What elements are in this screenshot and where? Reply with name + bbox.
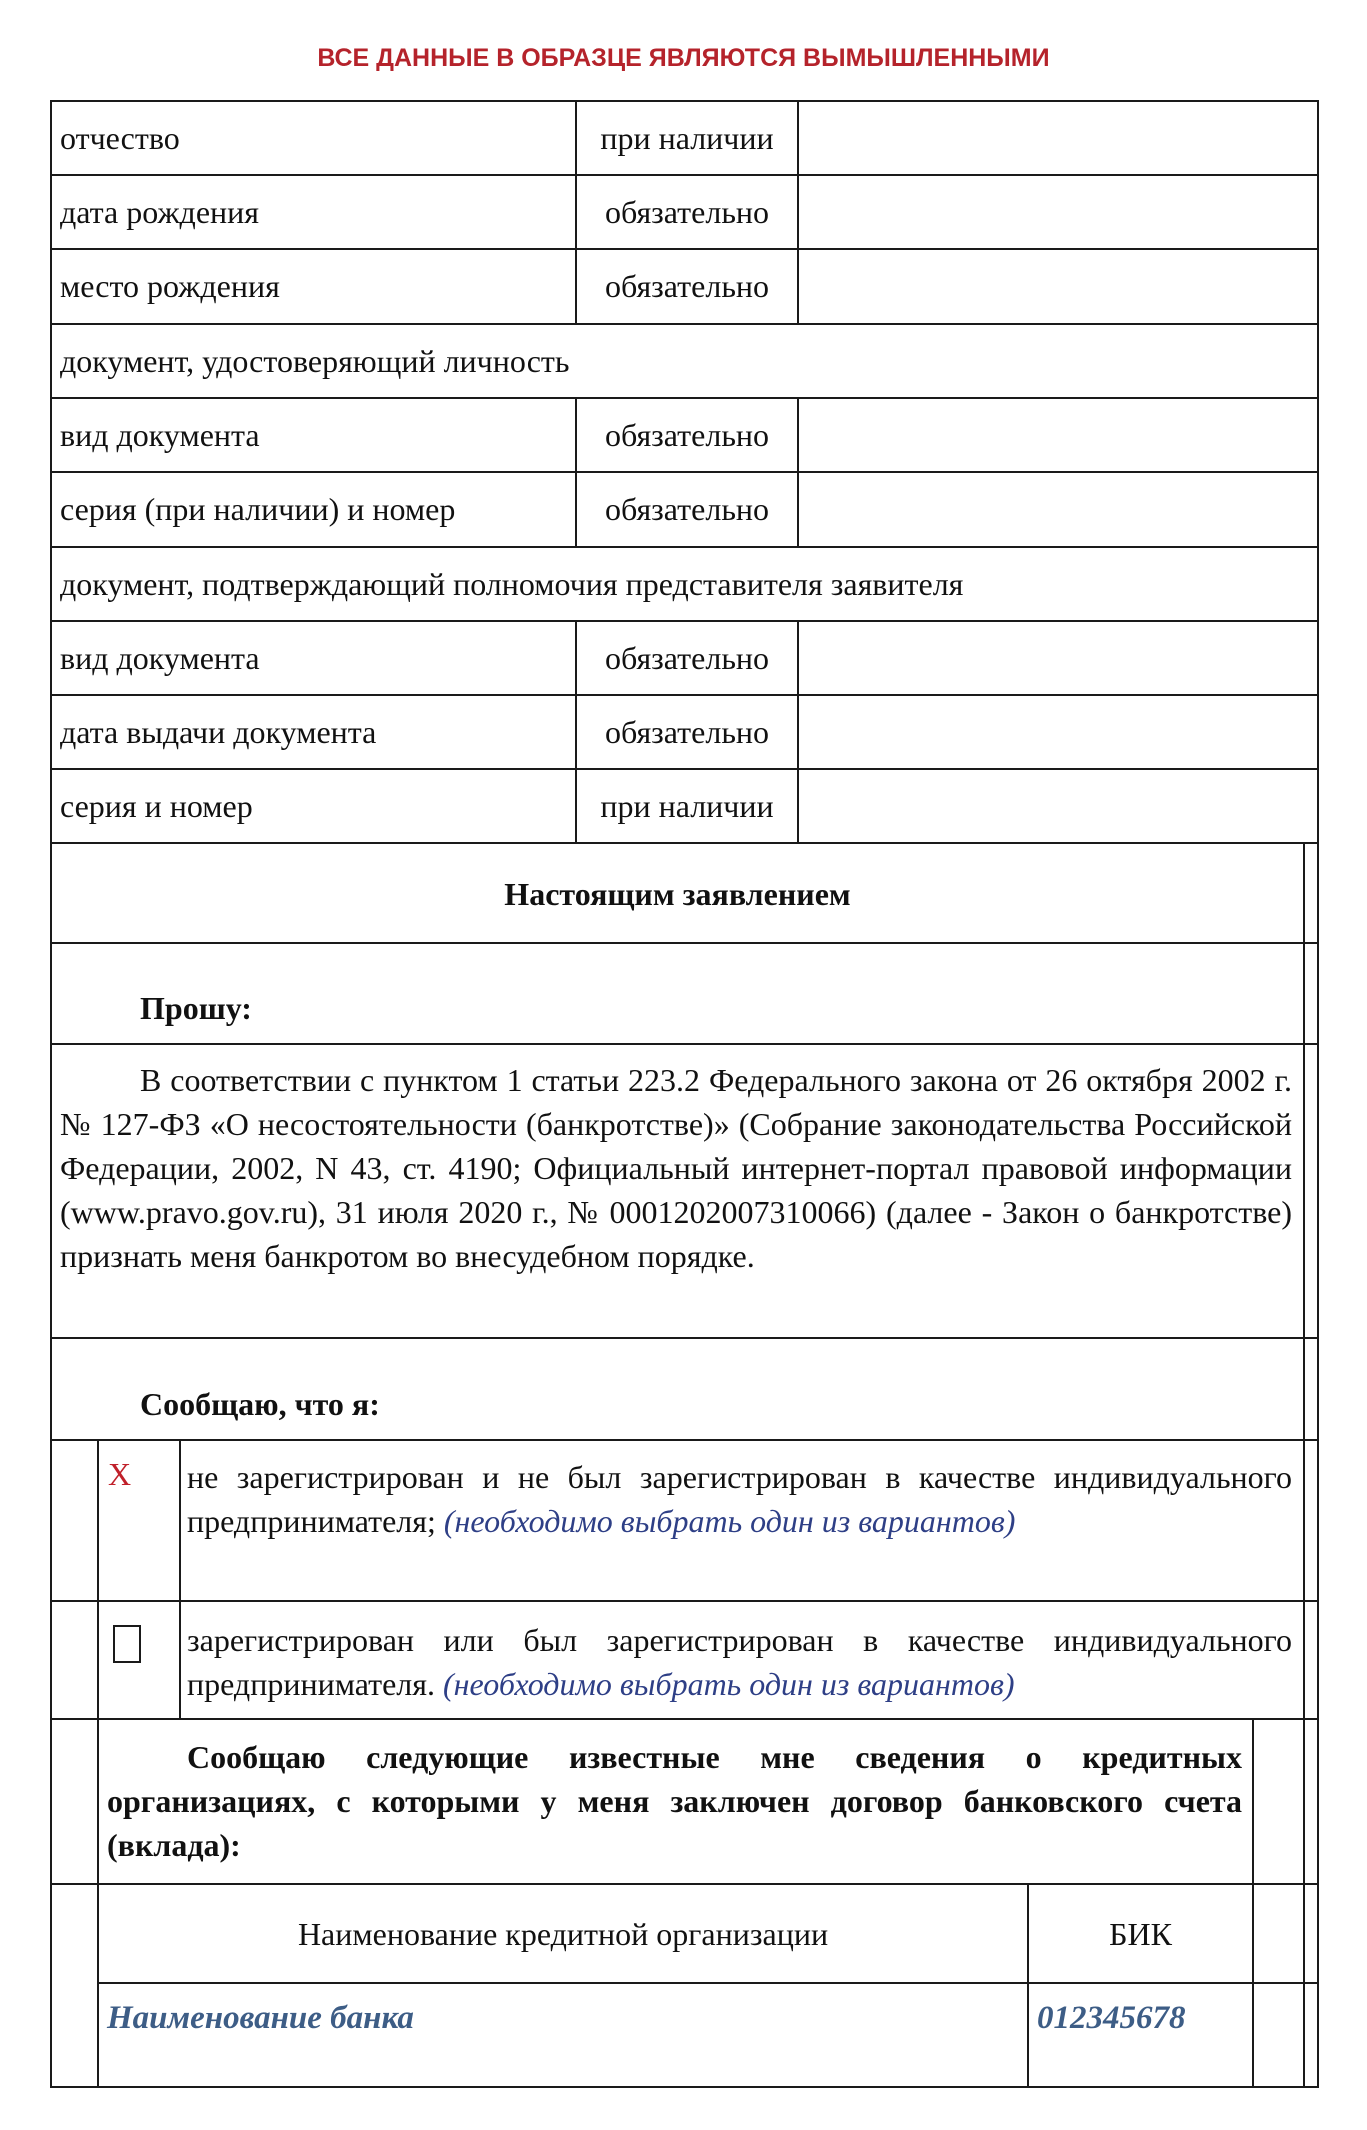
section-label: документ, удостоверяющий личность [60,343,570,379]
banks-col-name: Наименование кредитной организации [297,1916,829,1952]
row-requirement: при наличии [600,788,774,824]
row-label: серия и номер [60,788,253,824]
row-label: вид документа [60,417,260,453]
row-label: вид документа [60,640,260,676]
row-label: дата выдачи документа [60,714,377,750]
row-label: место рождения [60,268,280,304]
row-requirement: обязательно [604,640,770,676]
inform-heading: Сообщаю, что я: [140,1386,380,1422]
bank-bik-cell: 012345678 [1037,2000,1186,2036]
option-checkbox-empty[interactable] [113,1625,141,1663]
request-heading: Прошу: [140,990,252,1026]
row-label: отчество [60,120,180,156]
request-text: В соответствии с пунктом 1 статьи 223.2 Федерального закона от 26 октября 2002 г. № 127-ФЗ «О несостоятельности (банкротстве)» (Собрание законодательства Российской Федерации, 2002, N 43, ст. 4190; Официальный интернет-портал правовой информации (www.pravo.gov.ru), 31 июля 2020 г., № 0001202007310066) (далее - Закон о банкротстве) признать меня банкротом во внесудебном порядке. [60,1062,1292,1274]
row-requirement: обязательно [604,417,770,453]
option-text: зарегистрирован или был зарегистрирован в качестве индивидуального предпринимателя. [187,1622,1292,1702]
row-requirement: при наличии [600,120,774,156]
option-not-registered [187,1455,1292,1543]
row-requirement: обязательно [604,268,770,304]
option-registered [187,1618,1292,1706]
fictional-data-banner: ВСЕ ДАННЫЕ В ОБРАЗЦЕ ЯВЛЯЮТСЯ ВЫМЫШЛЕННЫМИ [317,44,1050,72]
option-checkmark-x[interactable]: X [108,1456,132,1492]
row-label: серия (при наличии) и номер [60,491,456,527]
banks-col-bik: БИК [1109,1916,1172,1952]
option-text: не зарегистрирован и не был зарегистрирован в качестве индивидуального предпринимателя; [187,1459,1292,1539]
row-label: дата рождения [60,194,259,230]
row-requirement: обязательно [604,194,770,230]
row-requirement: обязательно [604,714,770,750]
bank-name-cell: Наименование банка [107,2000,414,2036]
section-label: документ, подтверждающий полномочия представителя заявителя [60,566,964,602]
row-requirement: обязательно [604,491,770,527]
banks-heading: Сообщаю следующие известные мне сведения о кредитных организациях, с которыми у меня заключен договор банковского счета (вклада): [107,1739,1242,1863]
statement-heading: Настоящим заявлением [504,876,851,912]
option-note: (необходимо выбрать один из вариантов) [442,1666,1015,1702]
option-note: (необходимо выбрать один из вариантов) [443,1503,1016,1539]
